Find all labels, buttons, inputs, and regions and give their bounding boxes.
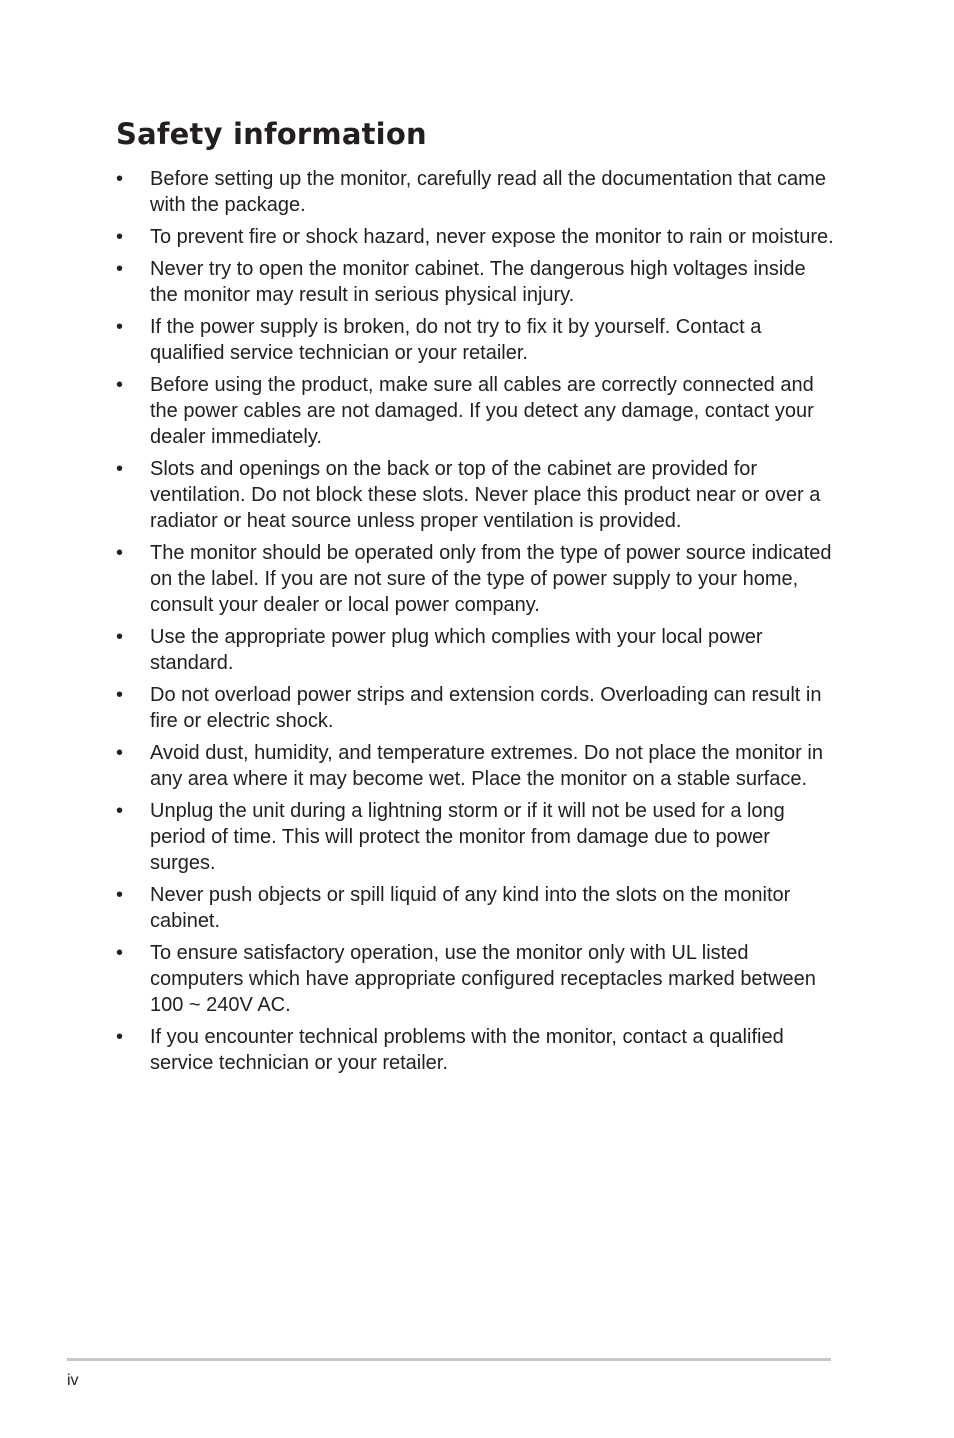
list-item-text: Avoid dust, humidity, and temperature extremes. Do not place the monitor in any area where it may become wet. Place the monitor on a stable surface. bbox=[150, 742, 823, 790]
bullet-icon: • bbox=[116, 884, 124, 906]
bullet-icon: • bbox=[116, 316, 124, 338]
list-item-text: Unplug the unit during a lightning storm or if it will not be used for a long period of time. This will protect the monitor from damage due to power surges. bbox=[150, 800, 785, 874]
list-item-text: If you encounter technical problems with the monitor, contact a qualified service technician or your retailer. bbox=[150, 1026, 784, 1074]
list-item bbox=[116, 372, 836, 450]
footer-divider bbox=[67, 1358, 831, 1361]
bullet-icon: • bbox=[116, 942, 124, 964]
list-item bbox=[116, 456, 836, 534]
list-item bbox=[116, 624, 836, 676]
bullet-icon: • bbox=[116, 800, 124, 822]
list-item-text: To ensure satisfactory operation, use the monitor only with UL listed computers which have appropriate configured receptacles marked between 100 ~ 240V AC. bbox=[150, 942, 816, 1016]
list-item bbox=[116, 682, 836, 734]
bullet-icon: • bbox=[116, 742, 124, 764]
list-item bbox=[116, 256, 836, 308]
list-item bbox=[116, 314, 836, 366]
list-item bbox=[116, 940, 836, 1018]
page-number: iv bbox=[67, 1372, 79, 1389]
list-item-text: Do not overload power strips and extension cords. Overloading can result in fire or electric shock. bbox=[150, 684, 822, 732]
bullet-icon: • bbox=[116, 258, 124, 280]
list-item-text: Never try to open the monitor cabinet. The dangerous high voltages inside the monitor may result in serious physical injury. bbox=[150, 258, 806, 306]
list-item-text: Slots and openings on the back or top of the cabinet are provided for ventilation. Do not block these slots. Never place this product near or over a radiator or heat source unless proper ventilation is provided. bbox=[150, 458, 821, 532]
list-item-text: Use the appropriate power plug which complies with your local power standard. bbox=[150, 626, 763, 674]
list-item-text: To prevent fire or shock hazard, never expose the monitor to rain or moisture. bbox=[150, 226, 834, 248]
list-item-text: The monitor should be operated only from the type of power source indicated on the label. If you are not sure of the type of power supply to your home, consult your dealer or local power company. bbox=[150, 542, 832, 616]
safety-bullet-list bbox=[116, 166, 836, 1082]
bullet-icon: • bbox=[116, 1026, 124, 1048]
bullet-icon: • bbox=[116, 684, 124, 706]
list-item bbox=[116, 798, 836, 876]
list-item-text: Never push objects or spill liquid of any kind into the slots on the monitor cabinet. bbox=[150, 884, 791, 932]
list-item bbox=[116, 166, 836, 218]
bullet-icon: • bbox=[116, 542, 124, 564]
list-item bbox=[116, 882, 836, 934]
list-item-text: Before setting up the monitor, carefully read all the documentation that came with the package. bbox=[150, 168, 826, 216]
bullet-icon: • bbox=[116, 626, 124, 648]
list-item-text: If the power supply is broken, do not try to fix it by yourself. Contact a qualified service technician or your retailer. bbox=[150, 316, 762, 364]
list-item-text: Before using the product, make sure all cables are correctly connected and the power cables are not damaged. If you detect any damage, contact your dealer immediately. bbox=[150, 374, 814, 448]
page-title: Safety information bbox=[116, 117, 427, 151]
list-item bbox=[116, 1024, 836, 1076]
bullet-icon: • bbox=[116, 226, 124, 248]
list-item bbox=[116, 540, 836, 618]
list-item bbox=[116, 740, 836, 792]
bullet-icon: • bbox=[116, 374, 124, 396]
bullet-icon: • bbox=[116, 168, 124, 190]
bullet-icon: • bbox=[116, 458, 124, 480]
list-item bbox=[116, 224, 836, 250]
